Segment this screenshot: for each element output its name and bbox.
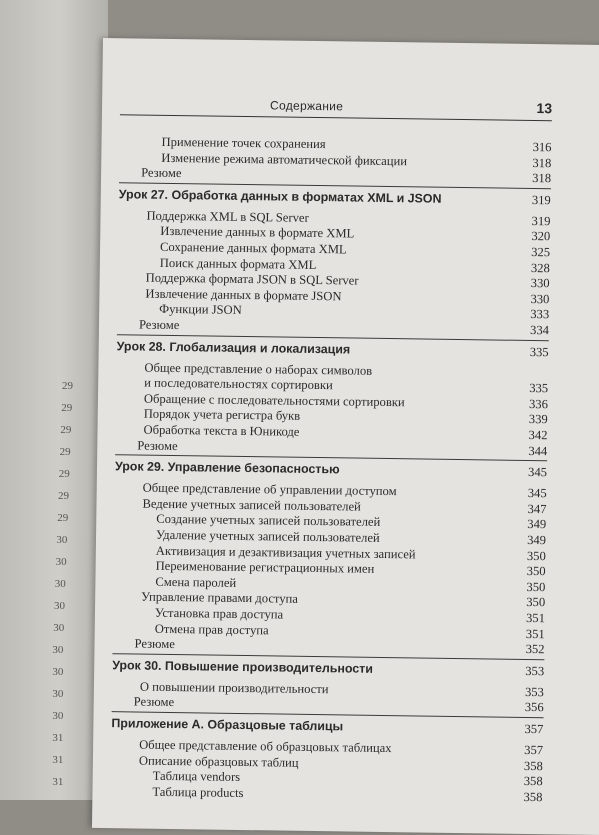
toc-entry-page: 352 [525,642,545,657]
toc-section-row [93,715,543,737]
toc-entry-page: 351 [525,626,545,641]
toc-entry-title: Ведение учетных записей пользователей [142,496,361,514]
toc-entry-page: 316 [532,140,552,155]
toc-entry-title: Поддержка XML в SQL Server [146,208,309,225]
header-page-number: 13 [536,100,553,117]
left-page-number: 30 [53,622,65,634]
toc-entry-page: 356 [524,700,544,715]
toc-entry-title: Смена паролей [155,574,237,590]
left-page-number: 30 [52,688,64,700]
toc-entry-title: Порядок учета регистра букв [143,406,301,424]
toc-entry-title: Урок 28. Глобализация и локализация [116,338,351,357]
toc-entry-page: 328 [530,260,550,275]
header-title: Содержание [269,98,344,114]
toc-entry-page: 344 [528,443,548,458]
toc-entry-title: Обращение с последовательностями сортировки [143,391,405,410]
toc-section-row [97,458,547,480]
toc-entry-page: 350 [526,548,546,563]
toc-entry-title: Резюме [134,636,175,652]
toc-entry-title: Управление правами доступа [141,589,299,607]
toc-entry-page: 319 [531,192,551,208]
left-page-number: 30 [52,710,64,722]
toc-entry-title: Таблица vendors [152,768,241,785]
left-page-number: 31 [52,776,64,788]
toc-entry-page: 358 [523,774,543,789]
book-page [92,38,599,835]
toc-entry-title: Извлечение данных в формате JSON [145,286,342,304]
toc-entry-page: 334 [529,322,550,338]
toc-entry-page: 349 [527,517,547,532]
toc-entry-title: Резюме [141,165,182,181]
toc-entry-title: Удаление учетных записей пользователей [155,527,380,545]
left-page-number: 29 [58,468,70,480]
toc-entry-title: Функции JSON [159,302,242,318]
toc-entry-title: Изменение режима автоматической фиксации [161,150,408,168]
toc-entry-title: Сохранение данных формата XML [159,239,347,257]
toc-entry-title: Общее представление о наборах символов [144,360,373,378]
toc-entry-title: Резюме [133,694,175,710]
toc-entry-page: 353 [524,684,545,700]
toc-entry-page: 350 [526,579,546,595]
toc-entry-title: Отмена прав доступа [154,621,269,637]
toc-entry-page: 347 [527,501,547,517]
toc-entry-page: 345 [527,486,547,501]
left-page-number: 30 [54,600,65,612]
toc-section-row [94,657,544,679]
toc-entry-title: Общее представление об управлении доступом [142,480,397,499]
toc-entry-title: Извлечение данных в формате XML [160,224,355,241]
toc-entry-page: 357 [524,721,544,737]
left-page-number: 30 [52,666,64,678]
toc-entry-page: 357 [524,742,544,758]
left-page-number: 30 [54,578,66,590]
toc-entry-title: Поддержка формата JSON в SQL Server [145,270,359,288]
toc-entry-page: 358 [523,758,543,773]
toc-entry-page: 349 [527,532,547,548]
toc-entry-page: 350 [526,564,546,579]
left-page [0,0,108,800]
toc-entry-page: 318 [532,171,552,186]
left-page-number: 31 [52,754,64,766]
toc-entry-page: 335 [529,381,549,396]
toc-entry-page: 351 [525,610,546,626]
toc-entry-title: Таблица products [152,784,244,800]
toc-section-row [99,338,549,360]
toc-entry-title: Приложение А. Образцовые таблицы [111,716,344,734]
table-of-contents [92,38,599,835]
toc-entry-title: Урок 30. Повышение производительности [112,657,373,676]
toc-entry-page: 353 [525,663,545,679]
toc-entry-page: 345 [527,465,548,480]
toc-entry-page: 318 [532,155,552,170]
left-page-number: 29 [60,424,72,436]
left-page-number: 31 [52,732,64,744]
toc-entry-page: 333 [530,307,550,322]
left-page-number: 29 [61,402,73,414]
toc-entry-page: 319 [531,213,551,229]
left-page-number: 30 [56,534,68,546]
left-page-number: 29 [62,380,73,392]
toc-entry-title: Резюме [138,317,180,333]
toc-entry-page: 342 [528,427,548,443]
toc-entry-title: Переименование регистрационных имен [155,558,375,577]
left-page-number: 30 [52,644,64,656]
toc-entry-title: Активизация и дезактивизация учетных записей [155,543,416,562]
toc-entry-title: Урок 27. Обработка данных в форматах XML и JSON [118,187,442,206]
toc-entry-title: Обработка текста в Юникоде [143,422,300,439]
toc-entry-title: Применение точек сохранения [161,134,326,152]
left-page-number: 30 [55,556,67,568]
left-page-number: 29 [58,490,69,502]
left-page-number: 29 [57,512,69,524]
toc-entry-title: Поиск данных формата XML [159,255,317,272]
left-page-number: 29 [59,446,71,458]
toc-entry-page: 350 [526,595,546,610]
toc-entry-title: Создание учетных записей пользователей [156,512,381,530]
toc-entry-page: 320 [531,229,551,244]
toc-entry-page: 330 [530,291,550,307]
toc-entry-page: 330 [530,276,550,291]
toc-entry-title: Общее представление об образцовых таблицах [139,737,392,756]
toc-entry-title: и последовательностях сортировки [144,375,333,393]
toc-entry-page: 335 [529,344,549,359]
toc-entry-title: Урок 29. Управление безопасностью [114,459,340,477]
toc-entry-page: 358 [523,789,543,805]
toc-entry-title: О повышении производительности [139,679,329,697]
toc-entry-page: 336 [528,396,549,412]
toc-entry-page: 325 [531,244,551,260]
toc-entry-title: Установка прав доступа [154,605,284,622]
toc-entry-title: Резюме [137,438,178,453]
toc-entry-page: 339 [528,412,548,427]
toc-entry-title: Описание образцовых таблиц [138,753,299,770]
toc-section-row [101,186,551,208]
